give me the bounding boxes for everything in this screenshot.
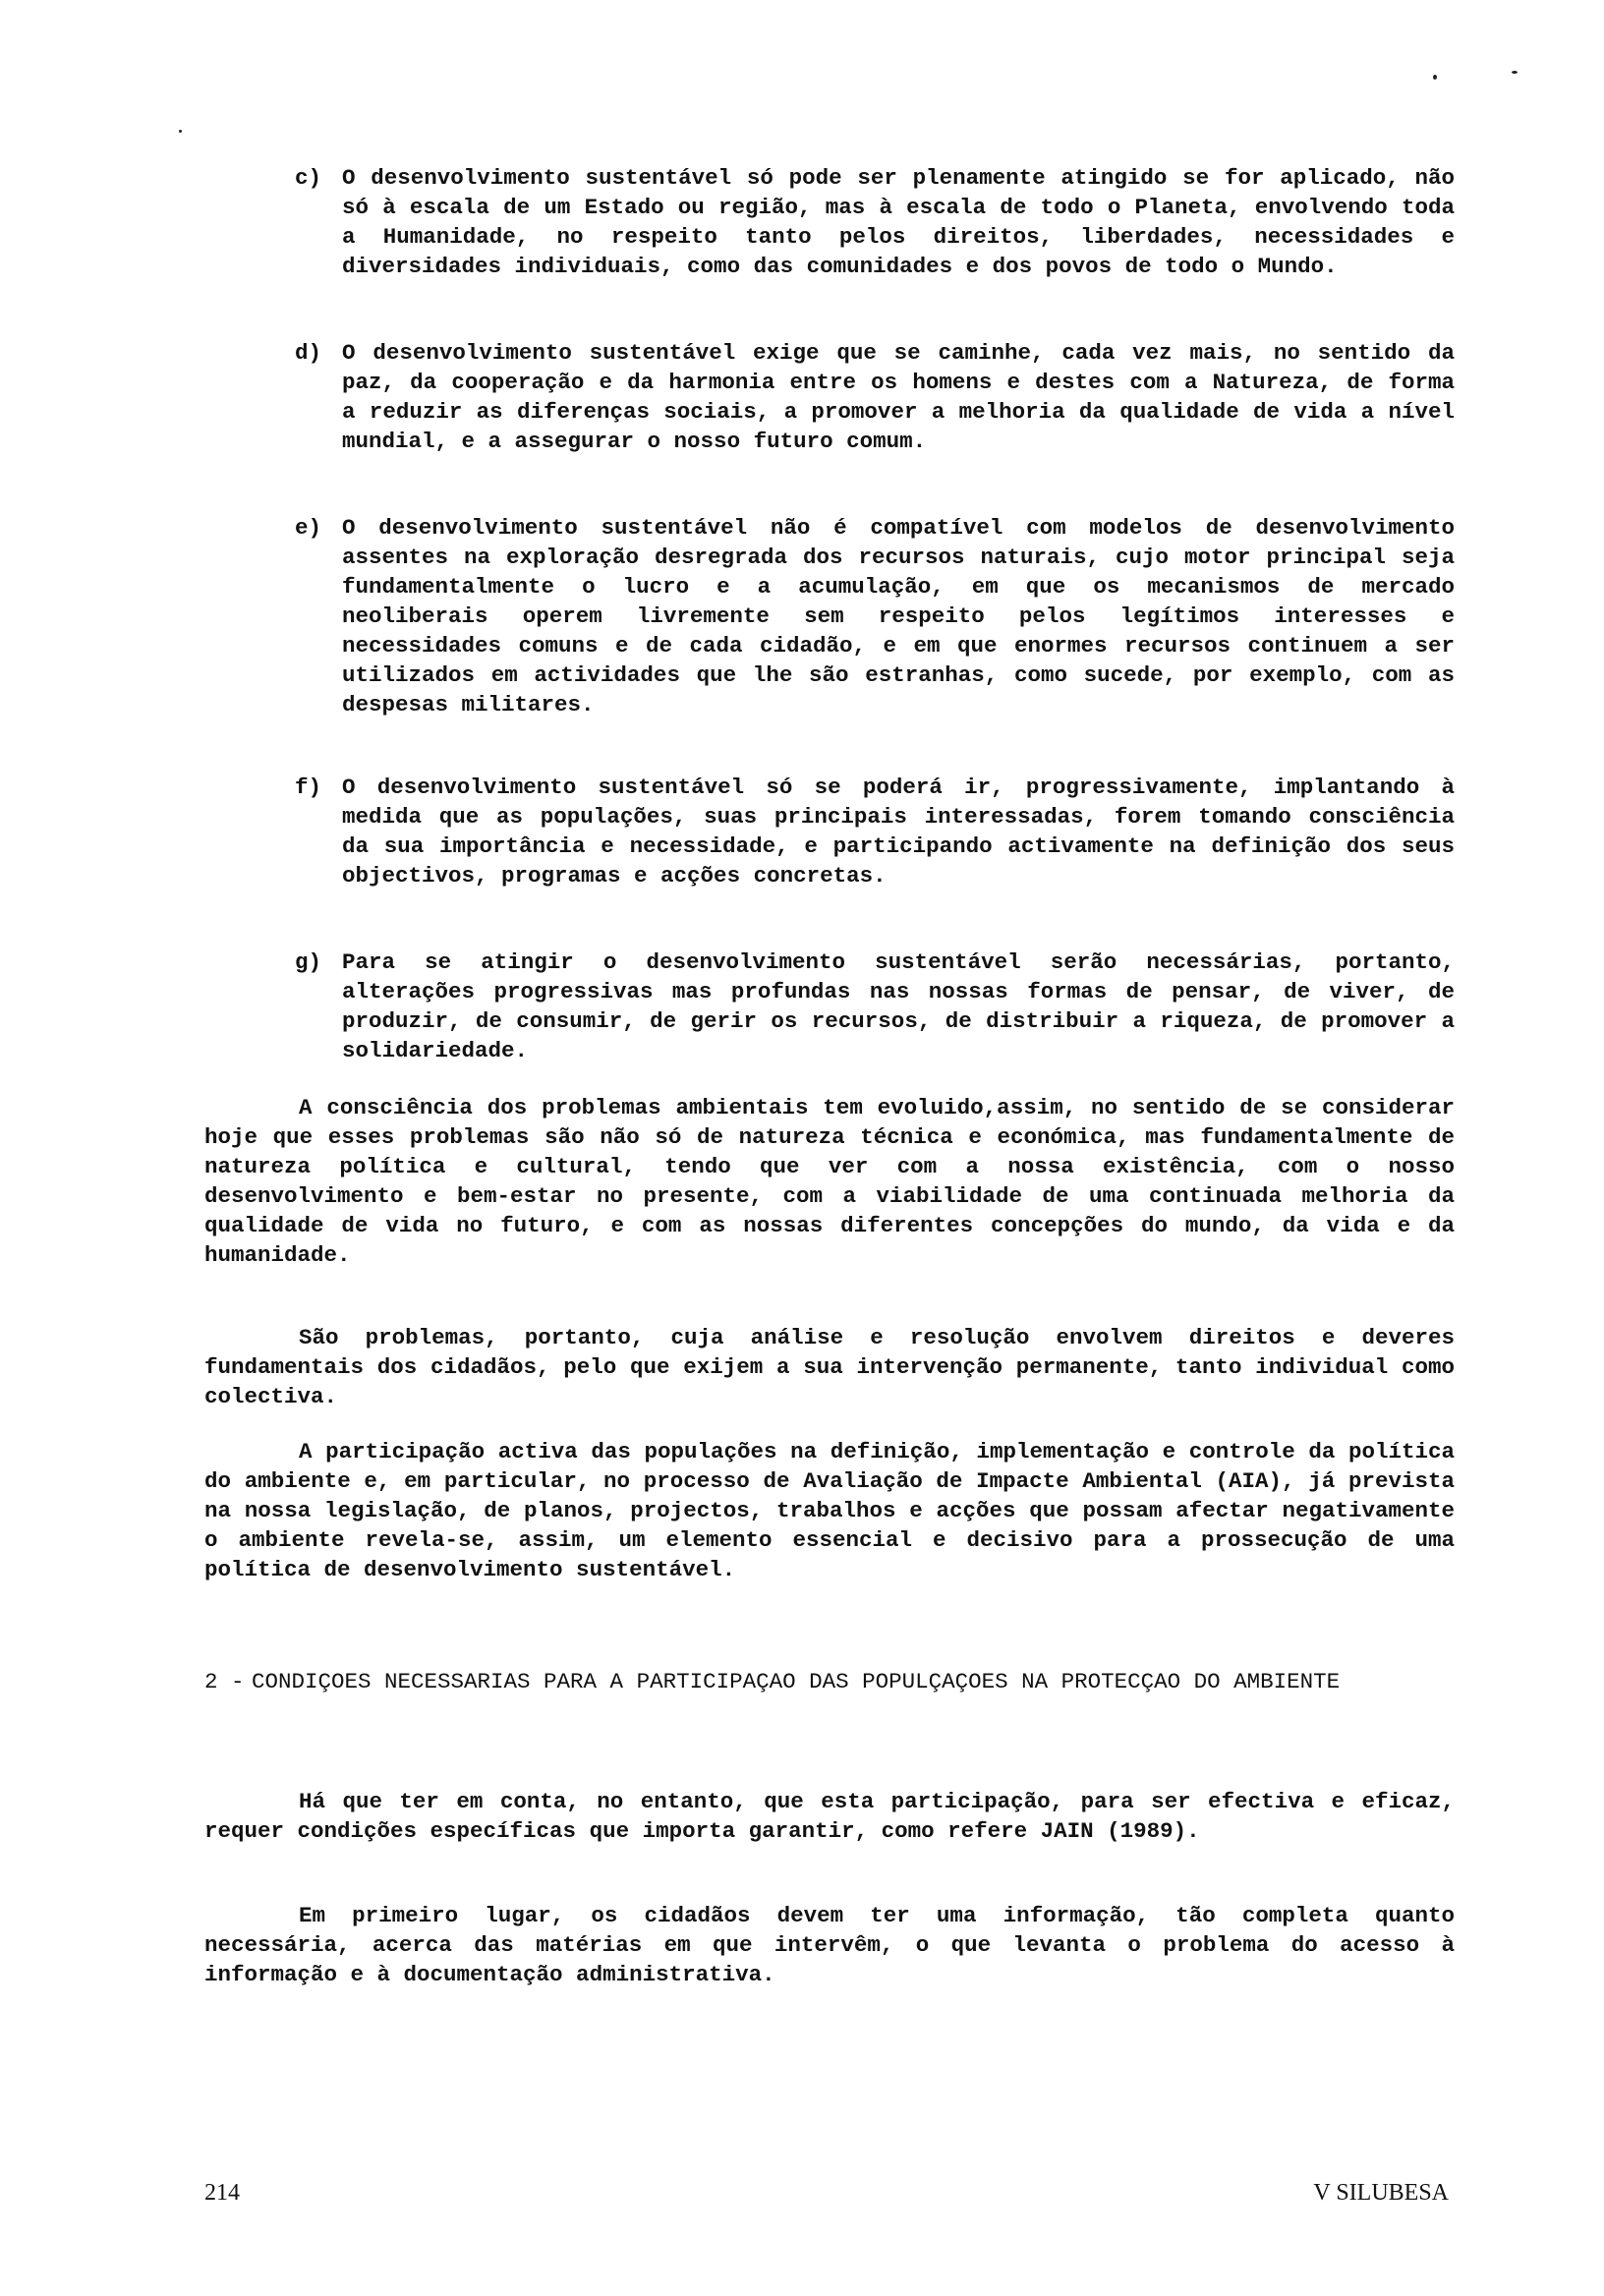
body-paragraph: A consciência dos problemas ambientais tem evoluido,assim, no sentido de se considerar hoje que esses problemas são não só de natureza técnica e económica, mas fundamentalmente de natureza política e cultural, tendo que ver com a nossa existência, com o nosso desenvolvimento e bem-estar no presente, com a viabilidade de uma continuada melhoria da qualidade de vida no futuro, e com as nossas diferentes concepções do mundo, da vida e da humanidade.	[204, 1095, 1455, 1268]
list-item-text: O desenvolvimento sustentável exige que se caminhe, cada vez mais, no sentido da paz, da cooperação e da harmonia entre os homens e destes com a Natureza, de forma a reduzir as diferenças sociais, a promover a melhoria da qualidade de vida a nível mundial, e a assegurar o nosso futuro comum.	[342, 340, 1455, 454]
body-paragraph: São problemas, portanto, cuja análise e resolução envolvem direitos e deveres fundamentais dos cidadãos, pelo que exijem a sua intervenção permanente, tanto individual como colectiva.	[204, 1325, 1455, 1409]
list-item-e	[295, 513, 1455, 719]
list-item-d	[295, 338, 1455, 456]
section-heading	[204, 1667, 1455, 1696]
list-item-text: Para se atingir o desenvolvimento sustentável serão necessárias, portanto, alterações progressivas mas profundas nas nossas formas de pensar, de viver, de produzir, de consumir, de gerir os recursos, de distribuir a riqueza, de promover a solidariedade.	[342, 949, 1455, 1063]
scan-speck	[179, 130, 182, 133]
list-item-g	[295, 947, 1455, 1065]
section-number: 2 -	[204, 1669, 245, 1694]
page-number: 214	[204, 2180, 240, 2206]
section-title: CONDIÇOES NECESSARIAS PARA A PARTICIPAÇAO DAS POPULÇAÇOES NA PROTECÇAO DO AMBIENTE	[252, 1669, 1341, 1694]
scan-speck	[1433, 75, 1437, 80]
publication-name: V SILUBESA	[1313, 2180, 1449, 2206]
list-marker: c)	[295, 165, 322, 191]
section-paragraph: Há que ter em conta, no entanto, que esta participação, para ser efectiva e eficaz, requer condições específicas que importa garantir, como refere JAIN (1989).	[204, 1789, 1455, 1844]
list-marker: f)	[295, 775, 322, 800]
list-marker: e)	[295, 515, 322, 541]
body-paragraph: A participação activa das populações na definição, implementação e controle da política do ambiente e, em particular, no processo de Avaliação de Impacte Ambiental (AIA), já prevista na nossa legislação, de planos, projectos, trabalhos e acções que possam afectar negativamente o ambiente revela-se, assim, um elemento essencial e decisivo para a prossecução de uma política de desenvolvimento sustentável.	[204, 1439, 1455, 1582]
scan-speck	[1512, 71, 1518, 74]
section-paragraph: Em primeiro lugar, os cidadãos devem ter uma informação, tão completa quanto necessária, acerca das matérias em que intervêm, o que levanta o problema do acesso à informação e à documentação administrativa.	[204, 1903, 1455, 1987]
list-item-f	[295, 773, 1455, 890]
list-marker: d)	[295, 340, 322, 366]
list-item-text: O desenvolvimento sustentável só pode ser plenamente atingido se for aplicado, não só à escala de um Estado ou região, mas à escala de todo o Planeta, envolvendo toda a Humanidade, no respeito tanto pelos direitos, liberdades, necessidades e diversidades individuais, como das comunidades e dos povos de todo o Mundo.	[342, 165, 1455, 279]
list-item-c	[295, 163, 1455, 281]
list-item-text: O desenvolvimento sustentável não é compatível com modelos de desenvolvimento assentes na exploração desregrada dos recursos naturais, cujo motor principal seja fundamentalmente o lucro e a acumulação, em que os mecanismos de mercado neoliberais operem livremente sem respeito pelos legítimos interesses e necessidades comuns e de cada cidadão, e em que enormes recursos continuem a ser utilizados em actividades que lhe são estranhas, como sucede, por exemplo, com as despesas militares.	[342, 515, 1455, 718]
list-marker: g)	[295, 949, 322, 975]
list-item-text: O desenvolvimento sustentável só se poderá ir, progressivamente, implantando à medida que as populações, suas principais interessadas, forem tomando consciência da sua importância e necessidade, e participando activamente na definição dos seus objectivos, programas e acções concretas.	[342, 775, 1455, 889]
